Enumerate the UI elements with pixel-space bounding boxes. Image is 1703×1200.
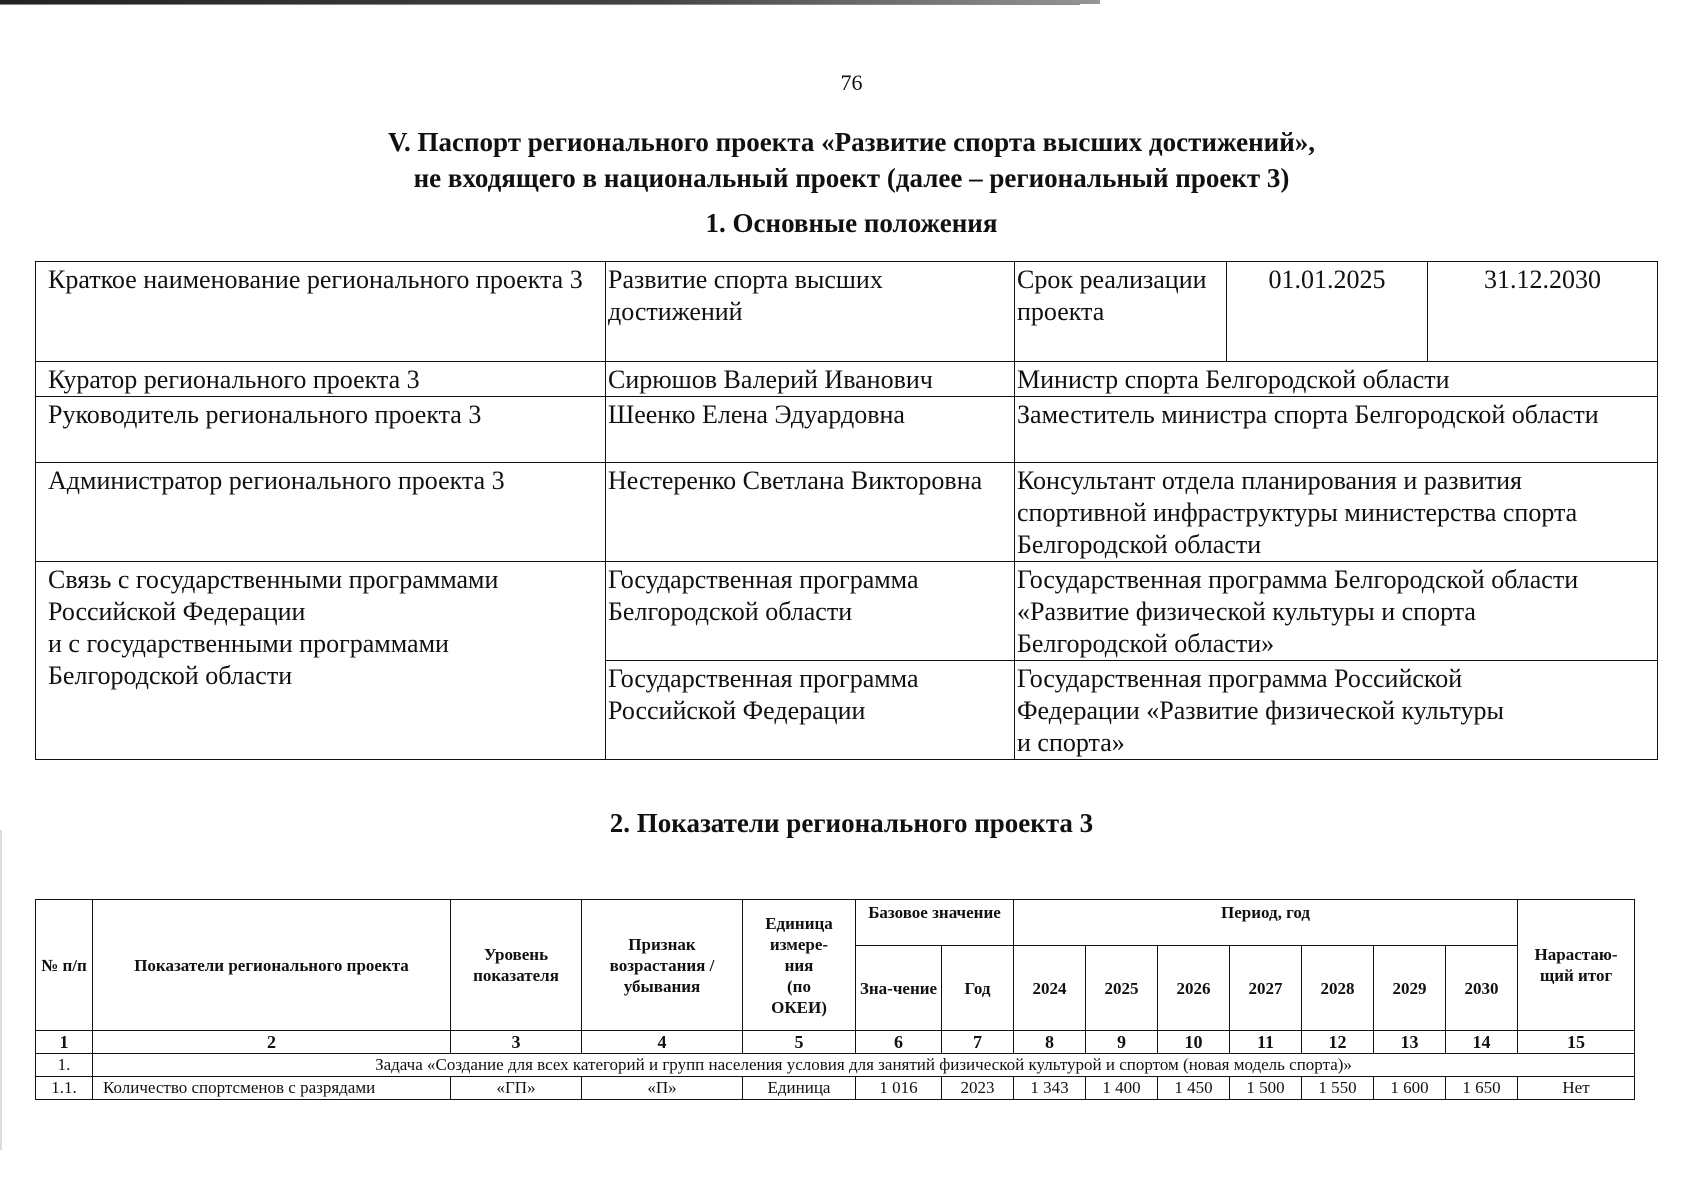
- row-value-2028: 1 550: [1302, 1077, 1374, 1100]
- header-year-2028: 2028: [1302, 946, 1374, 1031]
- page-number: 76: [840, 70, 863, 95]
- row-head: [36, 397, 1658, 463]
- header-level: Уровень показателя: [451, 900, 582, 1031]
- column-number: 5: [743, 1031, 856, 1054]
- cell-label: Куратор регионального проекта 3: [36, 362, 606, 397]
- cell-position: Консультант отдела планирования и развития спортивной инфраструктуры министерства спорта Белгородской области: [1015, 463, 1658, 562]
- row-value-2024: 1 343: [1014, 1077, 1086, 1100]
- section-heading-basic-provisions: 1. Основные положения: [705, 208, 998, 238]
- cell-start-date: 01.01.2025: [1227, 262, 1428, 362]
- program-name-line: Государственная программа Белгородской области: [1017, 565, 1579, 594]
- header-indicator: Показатели регионального проекта: [93, 900, 451, 1031]
- links-label-line: и с государственными программами: [48, 629, 449, 658]
- header-base: Базовое значение: [856, 900, 1014, 946]
- column-number: 15: [1518, 1031, 1635, 1054]
- header-unit-line: (по: [787, 976, 811, 996]
- program-name-line: «Развитие физической культуры и спорта: [1017, 597, 1476, 626]
- header-unit: [743, 900, 856, 1031]
- header-num: № п/п: [36, 900, 93, 1031]
- program-name-line: Белгородской области»: [1017, 629, 1275, 658]
- links-label-line: Российской Федерации: [48, 597, 306, 626]
- links-label-line: Белгородской области: [48, 661, 293, 690]
- column-number: 2: [93, 1031, 451, 1054]
- cell-program-type: Государственная программа Белгородской области: [606, 562, 1015, 661]
- cell-name: Сирюшов Валерий Иванович: [606, 362, 1015, 397]
- basic-provisions-table: [35, 261, 1658, 760]
- row-value-2026: 1 450: [1158, 1077, 1230, 1100]
- header-period: Период, год: [1014, 900, 1518, 946]
- row-cumulative: Нет: [1518, 1077, 1635, 1100]
- header-unit-line: ния: [784, 955, 814, 975]
- column-number: 10: [1158, 1031, 1230, 1054]
- column-number: 14: [1446, 1031, 1518, 1054]
- header-cumulative: Нарастаю-щий итог: [1518, 900, 1635, 1031]
- cell-value: Развитие спорта высших достижений: [606, 262, 1015, 362]
- column-number: 3: [451, 1031, 582, 1054]
- header-base-value: Зна-чение: [856, 946, 942, 1031]
- header-sign: Признак возрастания / убывания: [582, 900, 743, 1031]
- row-program-links: [36, 562, 1658, 661]
- program-name-line: и спорта»: [1017, 728, 1125, 757]
- cell-label: Администратор регионального проекта 3: [36, 463, 606, 562]
- column-number-row: [36, 1031, 1635, 1054]
- program-name-line: Государственная программа Российской: [1017, 664, 1463, 693]
- column-number: 12: [1302, 1031, 1374, 1054]
- header-year-2024: 2024: [1014, 946, 1086, 1031]
- header-unit-line: измере-: [769, 934, 829, 954]
- cell-name: Шеенко Елена Эдуардовна: [606, 397, 1015, 463]
- cell-label: Краткое наименование регионального проекта 3: [36, 262, 606, 362]
- cell-label: Руководитель регионального проекта 3: [36, 397, 606, 463]
- row-value-2027: 1 500: [1230, 1077, 1302, 1100]
- cell-program-type: Государственная программа Российской Федерации: [606, 661, 1015, 760]
- column-number: 6: [856, 1031, 942, 1054]
- row-base-year: 2023: [942, 1077, 1014, 1100]
- task-num: 1.: [36, 1054, 93, 1077]
- cell-end-date: 31.12.2030: [1428, 262, 1658, 362]
- cell-position: Министр спорта Белгородской области: [1015, 362, 1658, 397]
- row-base-value: 1 016: [856, 1077, 942, 1100]
- scan-artifact-line: [0, 4, 1080, 5]
- column-number: 7: [942, 1031, 1014, 1054]
- header-row-1: [36, 900, 1635, 946]
- column-number: 4: [582, 1031, 743, 1054]
- document-title-line-1: V. Паспорт регионального проекта «Развитие спорта высших достижений»,: [387, 127, 1316, 157]
- document-title-line-2: не входящего в национальный проект (далее – региональный проект 3): [413, 163, 1290, 193]
- header-year-2026: 2026: [1158, 946, 1230, 1031]
- row-unit: Единица: [743, 1077, 856, 1100]
- section-heading-indicators: 2. Показатели регионального проекта 3: [609, 808, 1094, 838]
- row-value-2029: 1 600: [1374, 1077, 1446, 1100]
- cell-program-name: [1015, 562, 1658, 661]
- indicator-row: [36, 1077, 1635, 1100]
- row-level: «ГП»: [451, 1077, 582, 1100]
- cell-position: Заместитель министра спорта Белгородской области: [1015, 397, 1658, 463]
- cell-term-label: Срок реализации проекта: [1015, 262, 1227, 362]
- cell-links-label: [36, 562, 606, 760]
- header-unit-line: ОКЕИ): [771, 997, 827, 1017]
- header-base-year: Год: [942, 946, 1014, 1031]
- links-label-line: Связь с государственными программами: [48, 565, 499, 594]
- header-year-2030: 2030: [1446, 946, 1518, 1031]
- row-value-2025: 1 400: [1086, 1077, 1158, 1100]
- row-admin: [36, 463, 1658, 562]
- column-number: 11: [1230, 1031, 1302, 1054]
- header-year-2027: 2027: [1230, 946, 1302, 1031]
- column-number: 1: [36, 1031, 93, 1054]
- header-unit-line: Единица: [765, 913, 833, 933]
- indicators-table: [35, 899, 1635, 1100]
- cell-program-name: [1015, 661, 1658, 760]
- task-text: Задача «Создание для всех категорий и групп населения условия для занятий физической культурой и спортом (новая модель спорта)»: [93, 1054, 1635, 1077]
- row-short-name: [36, 262, 1658, 362]
- column-number: 8: [1014, 1031, 1086, 1054]
- row-indicator: Количество спортсменов с разрядами: [93, 1077, 451, 1100]
- header-year-2029: 2029: [1374, 946, 1446, 1031]
- column-number: 13: [1374, 1031, 1446, 1054]
- header-year-2025: 2025: [1086, 946, 1158, 1031]
- task-row: [36, 1054, 1635, 1077]
- program-name-line: Федерации «Развитие физической культуры: [1017, 696, 1504, 725]
- document-title: [0, 124, 1703, 196]
- cell-name: Нестеренко Светлана Викторовна: [606, 463, 1015, 562]
- row-sign: «П»: [582, 1077, 743, 1100]
- row-num: 1.1.: [36, 1077, 93, 1100]
- column-number: 9: [1086, 1031, 1158, 1054]
- scan-artifact-margin: [0, 830, 2, 1150]
- row-curator: [36, 362, 1658, 397]
- row-value-2030: 1 650: [1446, 1077, 1518, 1100]
